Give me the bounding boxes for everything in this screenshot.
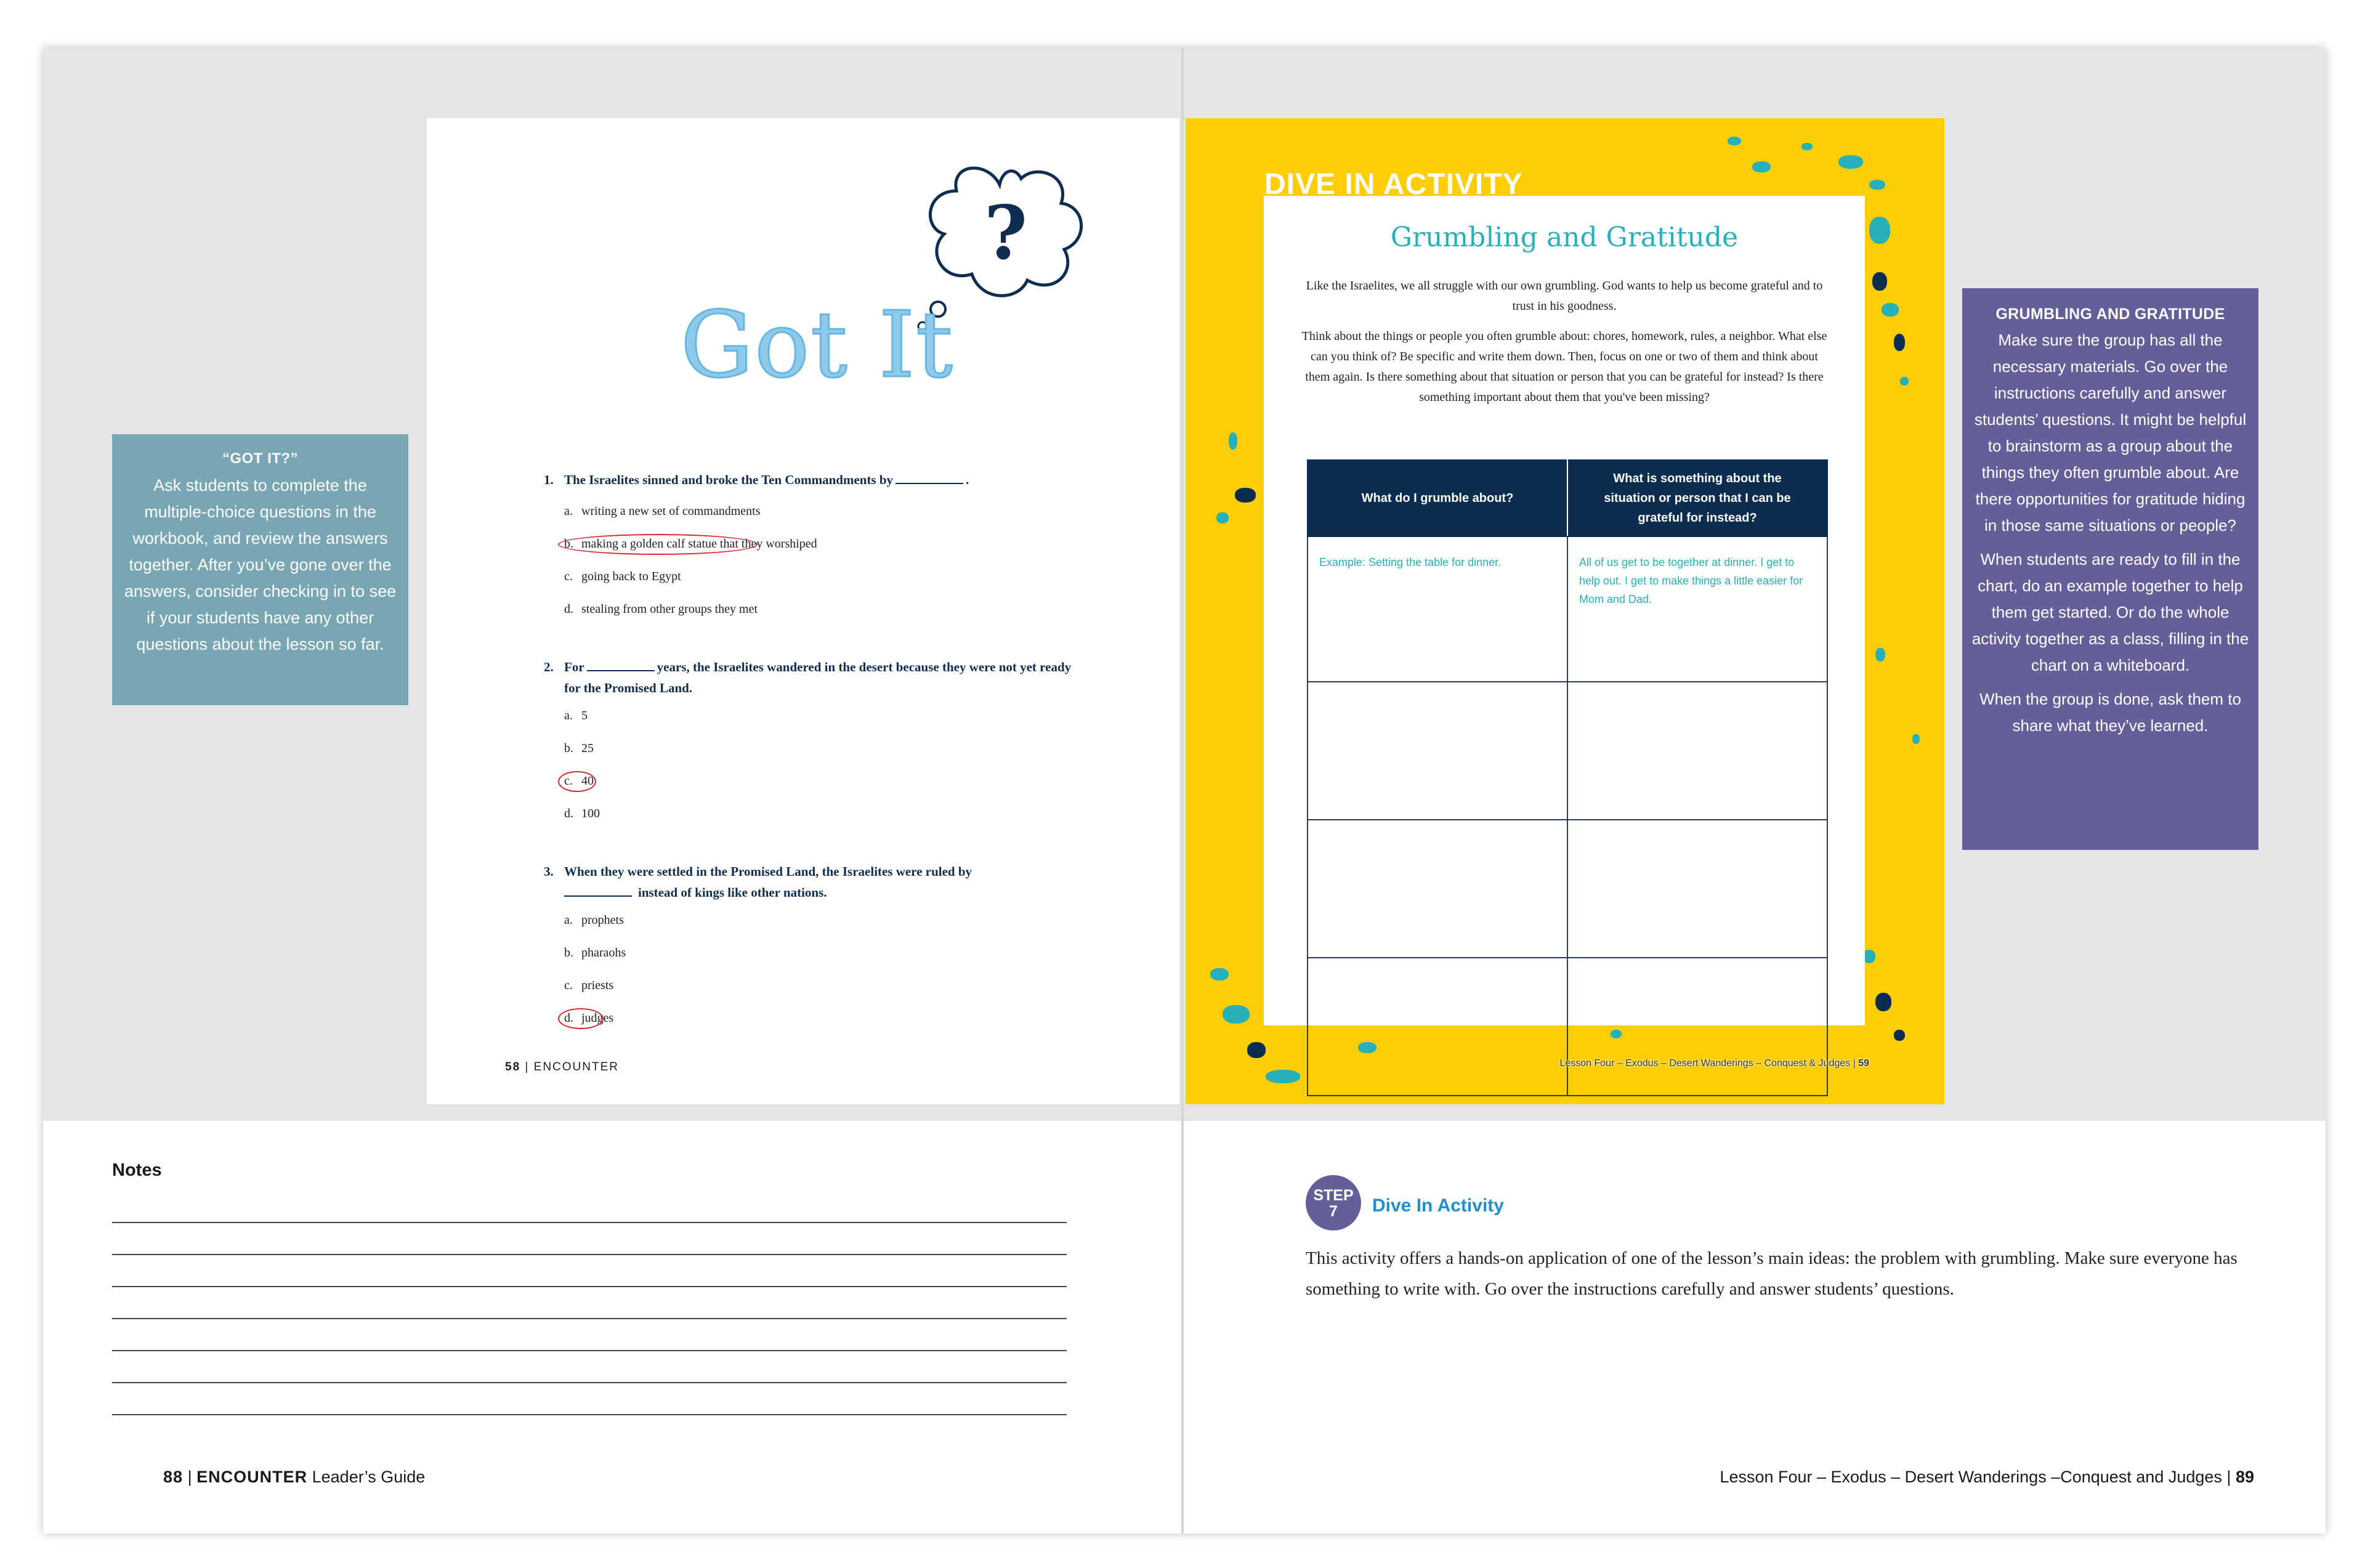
option-1b-circled-answer xyxy=(564,528,1073,560)
option-text: stealing from other groups they met xyxy=(581,602,758,616)
book-spine xyxy=(1181,48,1184,1534)
note-body xyxy=(1962,323,2258,739)
option-text: 5 xyxy=(581,709,588,722)
option-letter: d. xyxy=(564,1011,573,1025)
option-text: pharaohs xyxy=(581,946,626,960)
note-line xyxy=(112,1318,1067,1319)
step-heading: Dive In Activity xyxy=(1372,1195,1504,1216)
option-text: judges xyxy=(581,1011,614,1025)
activity-title: Grumbling and Gratitude xyxy=(1390,222,1739,253)
activity-panel xyxy=(1264,196,1865,1025)
option-letter: d. xyxy=(564,807,573,820)
option-3d-circled-answer xyxy=(564,1002,1073,1035)
chart-header-grateful: What is something about the situation or person that I can be grateful for instead? xyxy=(1567,460,1827,536)
note-title: “GOT IT?” xyxy=(222,450,299,467)
chart-cell: All of us get to be together at dinner. I get to help out. I get to make things a little easier for Mom and Dad. xyxy=(1567,536,1827,682)
option-3a xyxy=(564,904,1073,937)
book-spread xyxy=(43,48,2326,1534)
got-it-leader-note xyxy=(112,434,408,705)
option-2d xyxy=(564,798,1073,830)
option-text: 40 xyxy=(581,774,594,788)
quiz-questions xyxy=(544,469,1073,1035)
intro-paragraph: Like the Israelites, we all struggle with our own grumbling. God wants to help us become grateful and to trust in his goodness. xyxy=(1306,279,1823,313)
grumble-gratitude-chart xyxy=(1307,459,1828,1096)
note-paragraph: When the group is done, ask them to share what they’ve learned. xyxy=(1979,690,2241,735)
question-3 xyxy=(544,861,1073,1035)
option-text: going back to Egypt xyxy=(581,570,681,583)
question-number: 3. xyxy=(544,864,554,879)
option-2b xyxy=(564,732,1073,765)
step-badge xyxy=(1306,1175,1361,1231)
chart-cell xyxy=(1567,820,1827,958)
option-text: making a golden calf statue that they worshiped xyxy=(581,537,817,551)
leader-guide-footer-left xyxy=(163,1468,425,1487)
note-title: GRUMBLING AND GRATITUDE xyxy=(1995,305,2225,323)
got-it-title: Got It xyxy=(681,292,954,398)
chart-row-blank xyxy=(1308,682,1827,820)
lesson-title: Lesson Four – Exodus – Desert Wanderings – Conquest & Judges xyxy=(1559,1058,1851,1069)
note-line xyxy=(112,1254,1067,1255)
workbook-page-59 xyxy=(1186,118,1944,1104)
book-subtitle: Leader’s Guide xyxy=(312,1468,426,1486)
note-line xyxy=(112,1350,1067,1351)
workbook-left-footer xyxy=(505,1061,619,1074)
question-stem-end: years, the Israelites wandered in the desert because they were not yet ready for the Promised Land. xyxy=(564,660,1072,695)
chart-row-blank xyxy=(1308,958,1827,1096)
lesson-title: Lesson Four – Exodus – Desert Wanderings –Conquest and Judges xyxy=(1720,1468,2222,1486)
chart-header-grumble: What do I grumble about? xyxy=(1308,460,1567,536)
option-text: writing a new set of commandments xyxy=(581,504,761,518)
page-number: 88 xyxy=(163,1468,184,1486)
option-3c xyxy=(564,969,1073,1002)
step-description: This activity offers a hands-on application of one of the lesson’s main ideas: the problem with grumbling. Make sure everyone has something to write with. Go over the instructions carefully and answer students’ questions. xyxy=(1306,1248,2238,1299)
activity-instructions xyxy=(1301,276,1828,418)
footer-separator: | xyxy=(1853,1058,1856,1069)
page-number: 58 xyxy=(505,1061,521,1073)
book-name: ENCOUNTER xyxy=(533,1061,619,1073)
notes-heading: Notes xyxy=(112,1160,162,1180)
chart-cell xyxy=(1308,820,1567,958)
option-text: 25 xyxy=(581,742,594,755)
footer-separator: | xyxy=(525,1061,530,1073)
question-2 xyxy=(544,657,1073,830)
answer-blank xyxy=(587,670,655,671)
option-letter: c. xyxy=(564,774,573,788)
option-text: 100 xyxy=(581,807,600,820)
answer-blank xyxy=(564,895,632,897)
option-text: prophets xyxy=(581,913,624,927)
option-2c-circled-answer xyxy=(564,765,1073,798)
note-paragraph: When students are ready to fill in the chart, do an example together to help them get started. Or do the whole activity together as a class, filling in the chart on a whiteboard. xyxy=(1971,550,2249,674)
chart-cell xyxy=(1308,682,1567,820)
option-3b xyxy=(564,937,1073,969)
answer-blank xyxy=(895,483,963,484)
option-2a xyxy=(564,700,1073,732)
option-letter: b. xyxy=(564,742,573,755)
note-line xyxy=(112,1382,1067,1383)
question-1 xyxy=(544,469,1073,626)
step-label: STEP xyxy=(1313,1187,1354,1204)
option-letter: b. xyxy=(564,946,573,960)
note-line xyxy=(112,1414,1067,1415)
svg-text:?: ? xyxy=(984,190,1028,277)
chart-row-blank xyxy=(1308,820,1827,958)
step-number: 7 xyxy=(1329,1203,1338,1220)
page-number: 89 xyxy=(2235,1468,2254,1486)
option-letter: a. xyxy=(564,913,573,927)
question-stem-end: instead of kings like other nations. xyxy=(638,885,827,900)
note-paragraph: Make sure the group has all the necessary materials. Go over the instructions carefully and answer students’ questions. It might be helpful to brainstorm as a group about the things they often grumble about. Are there opportunities for gratitude hiding in those same situations or people? xyxy=(1974,331,2247,535)
option-letter: a. xyxy=(564,709,573,722)
chart-row-example xyxy=(1308,536,1827,682)
question-stem: The Israelites sinned and broke the Ten Commandments by xyxy=(564,472,894,487)
footer-separator: | xyxy=(187,1468,192,1486)
chart-cell: Example: Setting the table for dinner. xyxy=(1308,536,1567,682)
note-line xyxy=(112,1222,1067,1223)
option-1c xyxy=(564,560,1073,593)
grumbling-gratitude-leader-note xyxy=(1962,288,2258,850)
book-name: ENCOUNTER xyxy=(196,1468,308,1486)
instructions-paragraph: Think about the things or people you often grumble about: chores, homework, rules, a neighbor. What else can you think of? Be specific and write them down. Then, focus on one or two of them and think about them again. Is there something about that situation or person that you can be grateful for instead? Is there something important about them that you've been missing? xyxy=(1301,329,1827,404)
option-letter: c. xyxy=(564,979,573,992)
chart-cell xyxy=(1567,958,1827,1096)
dive-in-activity-label: DIVE IN ACTIVITY xyxy=(1264,168,1523,196)
question-stem: For xyxy=(564,660,584,674)
question-number: 1. xyxy=(544,472,554,487)
workbook-right-footer xyxy=(1186,1058,1869,1069)
option-1a xyxy=(564,495,1073,528)
chart-cell xyxy=(1308,958,1567,1096)
option-letter: d. xyxy=(564,602,573,616)
question-stem: When they were settled in the Promised Land, the Israelites were ruled by xyxy=(564,864,972,879)
note-line xyxy=(112,1286,1067,1287)
workbook-page-58 xyxy=(427,118,1179,1104)
note-body: Ask students to complete the multiple-choice questions in the workbook, and review the answers together. After you’ve gone over the answers, consider checking in to see if your students have any other questions about the lesson so far. xyxy=(124,476,397,653)
footer-separator: | xyxy=(2226,1468,2231,1486)
option-text: priests xyxy=(581,979,614,992)
option-letter: a. xyxy=(564,504,573,518)
question-number: 2. xyxy=(544,660,554,674)
option-1d xyxy=(564,593,1073,626)
question-stem-end: . xyxy=(966,472,969,487)
chart-cell xyxy=(1567,682,1827,820)
leader-guide-footer-right xyxy=(1632,1468,2254,1487)
option-letter: c. xyxy=(564,570,573,583)
option-letter: b. xyxy=(564,537,573,551)
page-number: 59 xyxy=(1858,1058,1869,1069)
